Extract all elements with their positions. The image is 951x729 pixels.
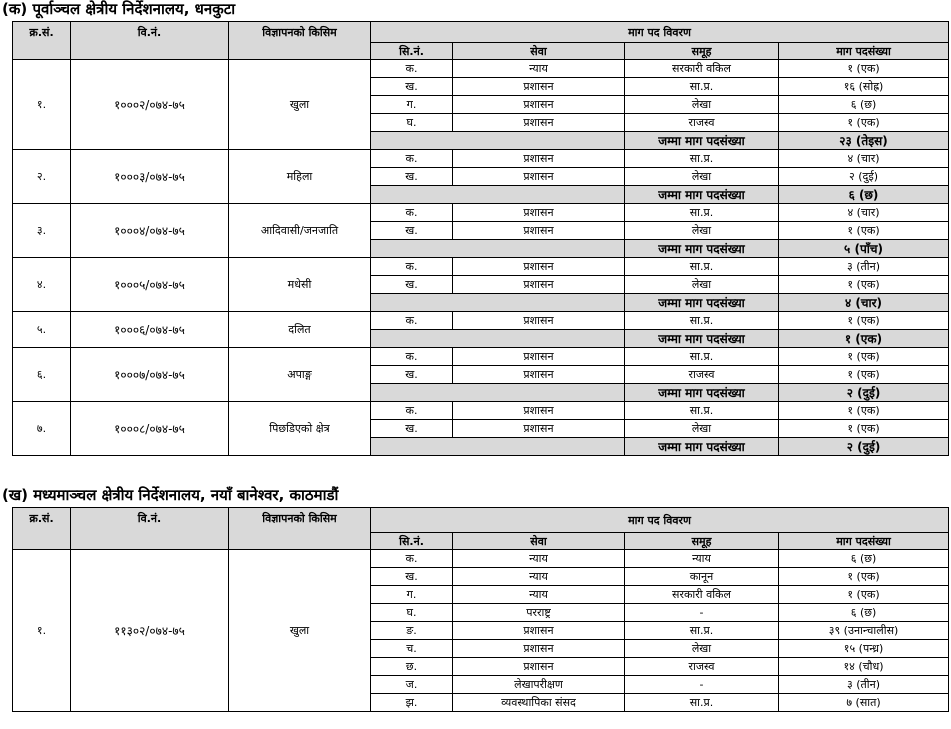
group-name: लेखा [625,640,779,658]
group-name: सा.प्र. [625,150,779,168]
advertisement-number: १०००८/०७४-७५ [71,402,229,456]
row-code: घ. [371,604,453,622]
row-code: क. [371,150,453,168]
group-name: लेखा [625,420,779,438]
advertisement-type: महिला [229,150,371,204]
group-name: राजस्व [625,114,779,132]
serial-number: ७. [13,402,71,456]
advertisement-type: खुला [229,550,371,712]
post-count: १ (एक) [779,348,949,366]
row-code: ग. [371,586,453,604]
post-count: ४ (चार) [779,204,949,222]
advertisement-type: खुला [229,60,371,150]
service-name: प्रशासन [453,96,625,114]
demand-details-header: माग पद विवरण [371,22,949,43]
total-value: ६ (छ) [779,186,949,204]
advertisement-type: मधेसी [229,258,371,312]
sn-header: क्र.सं. [13,508,71,550]
service-name: प्रशासन [453,114,625,132]
group-header: समूह [625,43,779,60]
post-count: ३ (तीन) [779,258,949,276]
table-row [13,150,949,168]
advertisement-type: पिछडिएको क्षेत्र [229,402,371,456]
total-spacer [371,132,625,150]
post-count: १ (एक) [779,366,949,384]
section-a-table [12,21,949,456]
total-label: जम्मा माग पदसंख्या [625,438,779,456]
group-name: सा.प्र. [625,402,779,420]
advertisement-number: ११३०२/०७४-७५ [71,550,229,712]
post-count: २ (दुई) [779,168,949,186]
post-count: ६ (छ) [779,604,949,622]
row-code: क. [371,348,453,366]
total-label: जम्मा माग पदसंख्या [625,294,779,312]
row-code: ख. [371,568,453,586]
row-code: च. [371,640,453,658]
post-count: १ (एक) [779,420,949,438]
serial-number: ५. [13,312,71,348]
total-value: १ (एक) [779,330,949,348]
post-count: ६ (छ) [779,96,949,114]
service-name: प्रशासन [453,420,625,438]
service-name: न्याय [453,550,625,568]
service-name: प्रशासन [453,222,625,240]
total-label: जम्मा माग पदसंख्या [625,132,779,150]
total-value: २ (दुई) [779,384,949,402]
advertisement-number: १०००६/०७४-७५ [71,312,229,348]
post-count: १५ (पन्ध्र) [779,640,949,658]
row-code: ख. [371,366,453,384]
group-name: - [625,676,779,694]
row-code: क. [371,258,453,276]
group-name: - [625,604,779,622]
post-count: ३९ (उनान्चालीस) [779,622,949,640]
post-count: १ (एक) [779,586,949,604]
advertisement-type: अपाङ्ग [229,348,371,402]
total-spacer [371,438,625,456]
post-count: १ (एक) [779,402,949,420]
service-name: प्रशासन [453,366,625,384]
service-name: न्याय [453,568,625,586]
sn-header: क्र.सं. [13,22,71,60]
table-row [13,258,949,276]
post-count: १६ (सोह्र) [779,78,949,96]
total-spacer [371,186,625,204]
group-name: सा.प्र. [625,78,779,96]
post-count: १ (एक) [779,276,949,294]
service-name: प्रशासन [453,276,625,294]
total-spacer [371,384,625,402]
post-count-header: माग पदसंख्या [779,43,949,60]
total-label: जम्मा माग पदसंख्या [625,186,779,204]
serial-number: १. [13,60,71,150]
total-value: २ (दुई) [779,438,949,456]
row-code: झ. [371,694,453,712]
group-name: सा.प्र. [625,348,779,366]
service-name: प्रशासन [453,258,625,276]
row-code: ग. [371,96,453,114]
table-row [13,312,949,330]
group-name: लेखा [625,168,779,186]
row-code: ख. [371,420,453,438]
advertisement-number: १०००२/०७४-७५ [71,60,229,150]
group-header: समूह [625,533,779,550]
adv-no-header: वि.नं. [71,22,229,60]
group-name: सरकारी वकिल [625,586,779,604]
total-value: २३ (तेइस) [779,132,949,150]
service-name: प्रशासन [453,348,625,366]
post-count: १४ (चौध) [779,658,949,676]
group-name: लेखा [625,276,779,294]
sub-sn-header: सि.नं. [371,43,453,60]
row-code: ख. [371,222,453,240]
service-name: प्रशासन [453,402,625,420]
adv-no-header: वि.नं. [71,508,229,550]
service-name: न्याय [453,586,625,604]
post-count: ६ (छ) [779,550,949,568]
advertisement-number: १०००४/०७४-७५ [71,204,229,258]
row-code: क. [371,312,453,330]
advertisement-number: १०००७/०७४-७५ [71,348,229,402]
post-count: १ (एक) [779,568,949,586]
table-row [13,204,949,222]
total-value: ५ (पाँच) [779,240,949,258]
table-row [13,348,949,366]
post-count: १ (एक) [779,312,949,330]
total-spacer [371,330,625,348]
total-label: जम्मा माग पदसंख्या [625,384,779,402]
total-label: जम्मा माग पदसंख्या [625,330,779,348]
serial-number: २. [13,150,71,204]
group-name: सा.प्र. [625,204,779,222]
service-name: परराष्ट्र [453,604,625,622]
service-name: प्रशासन [453,168,625,186]
group-name: न्याय [625,550,779,568]
post-count: ७ (सात) [779,694,949,712]
group-name: कानून [625,568,779,586]
post-count: १ (एक) [779,114,949,132]
ad-type-header: विज्ञापनको किसिम [229,22,371,60]
service-name: लेखापरीक्षण [453,676,625,694]
total-label: जम्मा माग पदसंख्या [625,240,779,258]
group-name: राजस्व [625,366,779,384]
section-b-title: (ख) मध्यमाञ्चल क्षेत्रीय निर्देशनालय, नयाँ बानेश्वर, काठमाडौं [2,486,339,504]
serial-number: १. [13,550,71,712]
row-code: क. [371,60,453,78]
group-name: सा.प्र. [625,258,779,276]
group-name: सा.प्र. [625,312,779,330]
post-count: ३ (तीन) [779,676,949,694]
group-name: सा.प्र. [625,622,779,640]
demand-details-header: माग पद विवरण [371,508,949,533]
group-name: लेखा [625,222,779,240]
advertisement-number: १०००३/०७४-७५ [71,150,229,204]
group-name: राजस्व [625,658,779,676]
row-code: ज. [371,676,453,694]
total-value: ४ (चार) [779,294,949,312]
group-name: सा.प्र. [625,694,779,712]
post-count-header: माग पदसंख्या [779,533,949,550]
advertisement-type: आदिवासी/जनजाति [229,204,371,258]
group-name: सरकारी वकिल [625,60,779,78]
row-code: ख. [371,78,453,96]
row-code: क. [371,204,453,222]
service-name: प्रशासन [453,640,625,658]
post-count: ४ (चार) [779,150,949,168]
table-row [13,60,949,78]
service-name: प्रशासन [453,204,625,222]
row-code: क. [371,402,453,420]
service-name: प्रशासन [453,622,625,640]
service-name: प्रशासन [453,78,625,96]
post-count: १ (एक) [779,60,949,78]
serial-number: ४. [13,258,71,312]
table-row [13,550,949,568]
row-code: क. [371,550,453,568]
group-name: लेखा [625,96,779,114]
service-name: प्रशासन [453,150,625,168]
row-code: ख. [371,168,453,186]
row-code: ङ. [371,622,453,640]
service-name: व्यवस्थापिका संसद [453,694,625,712]
service-header: सेवा [453,533,625,550]
service-name: प्रशासन [453,658,625,676]
row-code: घ. [371,114,453,132]
advertisement-type: दलित [229,312,371,348]
service-header: सेवा [453,43,625,60]
serial-number: ६. [13,348,71,402]
total-spacer [371,294,625,312]
table-row [13,402,949,420]
row-code: ख. [371,276,453,294]
serial-number: ३. [13,204,71,258]
total-spacer [371,240,625,258]
service-name: प्रशासन [453,312,625,330]
section-b-table [12,507,949,712]
section-a-title: (क) पूर्वाञ्चल क्षेत्रीय निर्देशनालय, धनकुटा [2,0,236,18]
sub-sn-header: सि.नं. [371,533,453,550]
advertisement-number: १०००५/०७४-७५ [71,258,229,312]
post-count: १ (एक) [779,222,949,240]
row-code: छ. [371,658,453,676]
ad-type-header: विज्ञापनको किसिम [229,508,371,550]
service-name: न्याय [453,60,625,78]
